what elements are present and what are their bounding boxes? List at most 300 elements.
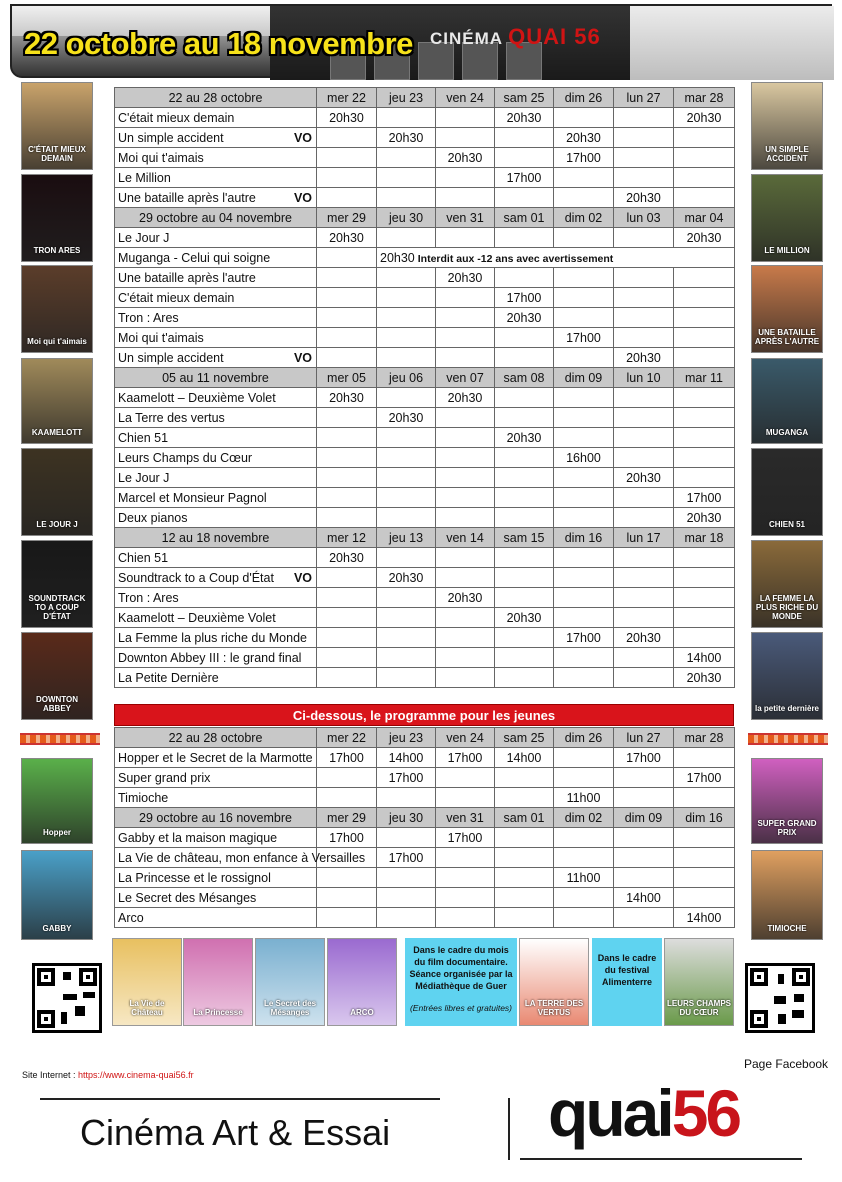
showtime: 17h00 — [495, 168, 554, 188]
film-title: Chien 51 — [115, 548, 317, 568]
empty-cell — [377, 608, 436, 628]
empty-cell — [554, 308, 614, 328]
day-header: jeu 13 — [377, 528, 436, 548]
empty-cell — [614, 168, 674, 188]
day-header: jeu 23 — [377, 728, 436, 748]
empty-cell — [436, 648, 495, 668]
film-title: Leurs Champs du Cœur — [115, 448, 317, 468]
empty-cell — [377, 648, 436, 668]
empty-cell — [554, 508, 614, 528]
film-row — [115, 468, 735, 488]
period-label: 05 au 11 novembre — [115, 368, 317, 388]
film-poster — [751, 540, 823, 628]
film-title: La Femme la plus riche du Monde — [115, 628, 317, 648]
day-header: jeu 30 — [377, 208, 436, 228]
empty-cell — [436, 128, 495, 148]
poster-title: la petite dernière — [754, 704, 820, 713]
empty-cell — [377, 148, 436, 168]
left-divider-strip — [20, 733, 100, 745]
showtime: 20h30 — [614, 348, 674, 368]
empty-cell — [377, 788, 436, 808]
day-header: ven 24 — [436, 88, 495, 108]
showtime: 20h30 — [317, 108, 377, 128]
film-poster — [21, 758, 93, 844]
empty-cell — [317, 428, 377, 448]
empty-cell — [495, 128, 554, 148]
empty-cell — [554, 388, 614, 408]
film-title: Le Jour J — [115, 228, 317, 248]
empty-cell — [436, 668, 495, 688]
empty-cell — [674, 788, 735, 808]
empty-cell — [614, 788, 674, 808]
empty-cell — [377, 328, 436, 348]
film-row — [115, 548, 735, 568]
empty-cell — [495, 408, 554, 428]
qr-code-website[interactable] — [32, 963, 102, 1033]
poster-title: Le Secret des Mésanges — [263, 999, 317, 1017]
film-row — [115, 428, 735, 448]
day-header: ven 31 — [436, 208, 495, 228]
empty-cell — [674, 548, 735, 568]
empty-cell — [495, 628, 554, 648]
empty-cell — [495, 868, 554, 888]
poster-title: MUGANGA — [765, 428, 809, 437]
vo-badge: VO — [293, 350, 312, 365]
showtime: 11h00 — [554, 868, 614, 888]
film-row — [115, 108, 735, 128]
empty-cell — [317, 168, 377, 188]
film-row — [115, 568, 735, 588]
period-label: 22 au 28 octobre — [115, 88, 317, 108]
film-row — [115, 188, 735, 208]
empty-cell — [377, 388, 436, 408]
period-header-row — [115, 528, 735, 548]
showtime: 20h30 — [674, 108, 735, 128]
film-poster — [21, 448, 93, 536]
empty-cell — [317, 408, 377, 428]
empty-cell — [317, 248, 377, 268]
empty-cell — [317, 788, 377, 808]
showtime: 17h00 — [436, 828, 495, 848]
empty-cell — [377, 428, 436, 448]
empty-cell — [614, 388, 674, 408]
empty-cell — [436, 468, 495, 488]
vo-badge: VO — [293, 190, 312, 205]
film-row — [115, 488, 735, 508]
empty-cell — [614, 148, 674, 168]
film-row — [115, 908, 735, 928]
empty-cell — [436, 868, 495, 888]
empty-cell — [495, 668, 554, 688]
empty-cell — [614, 448, 674, 468]
poster-title: UNE BATAILLE APRÈS L'AUTRE — [754, 328, 820, 346]
film-title: Une bataille après l'autre — [118, 190, 256, 205]
empty-cell — [377, 508, 436, 528]
film-title: Arco — [115, 908, 317, 928]
film-row — [115, 588, 735, 608]
empty-cell — [377, 228, 436, 248]
film-title: Le Secret des Mésanges — [115, 888, 317, 908]
showtime: 17h00 — [317, 828, 377, 848]
day-header: lun 27 — [614, 728, 674, 748]
empty-cell — [554, 348, 614, 368]
film-title: Moi qui t'aimais — [115, 148, 317, 168]
showtime: 17h00 — [377, 848, 436, 868]
day-header: mer 05 — [317, 368, 377, 388]
showtime: 17h00 — [377, 768, 436, 788]
empty-cell — [317, 328, 377, 348]
film-poster — [751, 632, 823, 720]
footer-rule-vertical — [508, 1098, 510, 1160]
film-row — [115, 148, 735, 168]
showtime: 14h00 — [495, 748, 554, 768]
film-title-cell — [115, 348, 317, 368]
day-header: sam 01 — [495, 808, 554, 828]
showtime: 20h30 — [377, 568, 436, 588]
day-header: mer 22 — [317, 88, 377, 108]
film-title: Super grand prix — [115, 768, 317, 788]
empty-cell — [495, 328, 554, 348]
film-title: Chien 51 — [115, 428, 317, 448]
day-header: jeu 06 — [377, 368, 436, 388]
empty-cell — [614, 128, 674, 148]
showtime: 17h00 — [495, 288, 554, 308]
empty-cell — [674, 828, 735, 848]
film-poster — [751, 358, 823, 444]
film-row — [115, 788, 735, 808]
empty-cell — [495, 468, 554, 488]
empty-cell — [614, 868, 674, 888]
film-poster — [751, 82, 823, 170]
film-row — [115, 228, 735, 248]
empty-cell — [495, 788, 554, 808]
empty-cell — [317, 628, 377, 648]
age-warning: Interdit aux -12 ans avec avertissement — [417, 252, 614, 265]
empty-cell — [495, 888, 554, 908]
day-header: ven 07 — [436, 368, 495, 388]
empty-cell — [436, 848, 495, 868]
empty-cell — [377, 348, 436, 368]
empty-cell — [436, 568, 495, 588]
vo-badge: VO — [293, 130, 312, 145]
empty-cell — [317, 468, 377, 488]
empty-cell — [317, 908, 377, 928]
empty-cell — [436, 788, 495, 808]
poster-la-terre-des-vertus: LA TERRE DES VERTUS — [519, 938, 589, 1026]
showtime: 20h30 — [377, 408, 436, 428]
poster-title: GABBY — [42, 924, 72, 933]
showtime: 17h00 — [317, 748, 377, 768]
empty-cell — [614, 648, 674, 668]
empty-cell — [377, 488, 436, 508]
poster-leurs-champs-du-coeur: LEURS CHAMPS DU CŒUR — [664, 938, 734, 1026]
poster-title: Moi qui t'aimais — [27, 337, 87, 346]
empty-cell — [436, 488, 495, 508]
showtime: 17h00 — [554, 148, 614, 168]
poster-title: TIMIOCHE — [767, 924, 807, 933]
empty-cell — [317, 188, 377, 208]
empty-cell — [554, 548, 614, 568]
header-sky-right — [630, 6, 834, 80]
empty-cell — [674, 268, 735, 288]
film-title: La Terre des vertus — [115, 408, 317, 428]
empty-cell — [377, 188, 436, 208]
empty-cell — [317, 868, 377, 888]
film-poster — [751, 174, 823, 262]
film-poster — [21, 632, 93, 720]
empty-cell — [317, 888, 377, 908]
empty-cell — [495, 768, 554, 788]
day-header: ven 24 — [436, 728, 495, 748]
empty-cell — [495, 348, 554, 368]
facebook-label: Page Facebook — [744, 1057, 829, 1071]
film-title: Tron : Ares — [115, 588, 317, 608]
empty-cell — [436, 348, 495, 368]
showtime: 20h30 — [436, 268, 495, 288]
empty-cell — [554, 568, 614, 588]
empty-cell — [495, 568, 554, 588]
empty-cell — [614, 488, 674, 508]
showtime: 14h00 — [674, 648, 735, 668]
showtime: 20h30 — [495, 608, 554, 628]
period-label: 29 octobre au 04 novembre — [115, 208, 317, 228]
empty-cell — [317, 448, 377, 468]
empty-cell — [317, 288, 377, 308]
empty-cell — [614, 268, 674, 288]
empty-cell — [436, 548, 495, 568]
day-header: dim 09 — [554, 368, 614, 388]
showtime: 14h00 — [674, 908, 735, 928]
empty-cell — [377, 468, 436, 488]
empty-cell — [317, 268, 377, 288]
period-label: 22 au 28 octobre — [115, 728, 317, 748]
footer-title: Cinéma Art & Essai — [80, 1112, 391, 1153]
empty-cell — [436, 308, 495, 328]
showtime: 17h00 — [674, 488, 735, 508]
day-header: dim 02 — [554, 208, 614, 228]
period-header-row — [115, 88, 735, 108]
day-header: dim 16 — [554, 528, 614, 548]
film-title: Le Jour J — [115, 468, 317, 488]
date-range-title: 22 octobre au 18 novembre — [24, 26, 413, 61]
empty-cell — [317, 668, 377, 688]
empty-cell — [554, 588, 614, 608]
empty-cell — [614, 668, 674, 688]
empty-cell — [436, 508, 495, 528]
film-poster — [21, 358, 93, 444]
day-header: mer 12 — [317, 528, 377, 548]
empty-cell — [377, 668, 436, 688]
poster-title: SUPER GRAND PRIX — [757, 819, 817, 837]
cinema-sign: CINÉMA QUAI 56 — [430, 24, 601, 49]
film-title: Timioche — [115, 788, 317, 808]
empty-cell — [495, 388, 554, 408]
empty-cell — [554, 608, 614, 628]
documentary-info-text: Dans le cadre du mois du film documentaire. Séance organisée par la Médiathèque de Guer — [409, 945, 513, 991]
empty-cell — [554, 268, 614, 288]
empty-cell — [554, 108, 614, 128]
showtime: 17h00 — [436, 748, 495, 768]
day-header: lun 10 — [614, 368, 674, 388]
empty-cell — [377, 168, 436, 188]
empty-cell — [614, 908, 674, 928]
showtime: 17h00 — [674, 768, 735, 788]
day-header: mar 28 — [674, 88, 735, 108]
empty-cell — [614, 608, 674, 628]
showtime: 20h30 — [614, 188, 674, 208]
website-label: Site Internet : — [22, 1070, 76, 1080]
showtime: 20h30 — [614, 628, 674, 648]
poster-title: La Vie de Château — [129, 999, 165, 1017]
empty-cell — [495, 228, 554, 248]
empty-cell — [377, 908, 436, 928]
film-row — [115, 828, 735, 848]
showtime: 20h30 — [317, 548, 377, 568]
empty-cell — [554, 828, 614, 848]
day-header: sam 08 — [495, 368, 554, 388]
empty-cell — [377, 308, 436, 328]
film-title: Hopper et le Secret de la Marmotte — [115, 748, 317, 768]
empty-cell — [495, 188, 554, 208]
empty-cell — [674, 128, 735, 148]
day-header: sam 15 — [495, 528, 554, 548]
film-title: Marcel et Monsieur Pagnol — [115, 488, 317, 508]
film-title: Downton Abbey III : le grand final — [115, 648, 317, 668]
period-label: 29 octobre au 16 novembre — [115, 808, 317, 828]
showtime: 20h30 — [436, 388, 495, 408]
empty-cell — [377, 268, 436, 288]
film-title: La Vie de château, mon enfance à Versailles — [115, 848, 317, 868]
website-link[interactable]: https://www.cinema-quai56.fr — [78, 1070, 194, 1080]
poster-title: La Princesse — [193, 1008, 243, 1017]
empty-cell — [674, 568, 735, 588]
empty-cell — [554, 228, 614, 248]
day-header: jeu 30 — [377, 808, 436, 828]
empty-cell — [674, 308, 735, 328]
empty-cell — [317, 308, 377, 328]
film-row — [115, 668, 735, 688]
empty-cell — [495, 268, 554, 288]
empty-cell — [554, 408, 614, 428]
film-row — [115, 628, 735, 648]
poster-title: C'ÉTAIT MIEUX DEMAIN — [28, 145, 86, 163]
day-header: dim 26 — [554, 728, 614, 748]
empty-cell — [674, 188, 735, 208]
empty-cell — [317, 768, 377, 788]
film-title-cell — [115, 128, 317, 148]
film-row — [115, 328, 735, 348]
empty-cell — [377, 588, 436, 608]
showtime: 20h30 — [377, 128, 436, 148]
empty-cell — [554, 668, 614, 688]
empty-cell — [317, 488, 377, 508]
film-row — [115, 648, 735, 668]
showtime: 20h30 — [674, 508, 735, 528]
film-title: Tron : Ares — [115, 308, 317, 328]
documentary-free-entry-note: (Entrées libres et gratuites) — [409, 1003, 513, 1013]
showtime: 20h30 — [614, 468, 674, 488]
poster-title: UN SIMPLE ACCIDENT — [765, 145, 809, 163]
documentary-info-box — [405, 938, 517, 1026]
poster-title: LE MILLION — [764, 246, 810, 255]
qr-code-facebook[interactable] — [745, 963, 815, 1033]
empty-cell — [554, 648, 614, 668]
empty-cell — [436, 428, 495, 448]
period-header-row — [115, 368, 735, 388]
empty-cell — [436, 328, 495, 348]
period-header-row — [115, 728, 735, 748]
film-poster — [751, 448, 823, 536]
showtime: 17h00 — [554, 628, 614, 648]
empty-cell — [495, 448, 554, 468]
footer-rule-top — [40, 1098, 440, 1100]
poster-title: LE JOUR J — [36, 520, 78, 529]
empty-cell — [436, 408, 495, 428]
empty-cell — [674, 428, 735, 448]
empty-cell — [674, 888, 735, 908]
empty-cell — [495, 908, 554, 928]
empty-cell — [674, 868, 735, 888]
film-title-cell — [115, 188, 317, 208]
empty-cell — [436, 608, 495, 628]
film-row — [115, 348, 735, 368]
empty-cell — [614, 228, 674, 248]
empty-cell — [554, 168, 614, 188]
film-title: Une bataille après l'autre — [115, 268, 317, 288]
showtime: 20h30 — [380, 250, 415, 265]
header-banner — [10, 4, 832, 78]
poster-title: DOWNTON ABBEY — [35, 695, 79, 713]
film-poster — [751, 850, 823, 940]
empty-cell — [614, 588, 674, 608]
film-poster — [751, 265, 823, 353]
empty-cell — [495, 648, 554, 668]
film-row — [115, 168, 735, 188]
period-label: 12 au 18 novembre — [115, 528, 317, 548]
film-row — [115, 248, 735, 268]
showtime: 16h00 — [554, 448, 614, 468]
film-row — [115, 608, 735, 628]
poster-title: SOUNDTRACK TO A COUP D'ÉTAT — [28, 594, 86, 621]
empty-cell — [554, 468, 614, 488]
day-header: dim 09 — [614, 808, 674, 828]
day-header: dim 26 — [554, 88, 614, 108]
empty-cell — [674, 288, 735, 308]
alimenterre-info-box — [592, 938, 662, 1026]
empty-cell — [317, 648, 377, 668]
empty-cell — [614, 428, 674, 448]
film-title: Moi qui t'aimais — [115, 328, 317, 348]
special-screening-cell — [377, 248, 735, 268]
empty-cell — [674, 848, 735, 868]
film-title: Kaamelott – Deuxième Volet — [115, 388, 317, 408]
day-header: mer 22 — [317, 728, 377, 748]
right-divider-strip — [748, 733, 828, 745]
film-poster — [21, 265, 93, 353]
empty-cell — [674, 328, 735, 348]
empty-cell — [674, 348, 735, 368]
empty-cell — [674, 628, 735, 648]
empty-cell — [614, 548, 674, 568]
day-header: lun 03 — [614, 208, 674, 228]
empty-cell — [436, 888, 495, 908]
empty-cell — [674, 608, 735, 628]
empty-cell — [377, 888, 436, 908]
empty-cell — [674, 748, 735, 768]
showtime: 17h00 — [554, 328, 614, 348]
poster-title: KAAMELOTT — [31, 428, 83, 437]
day-header: mar 28 — [674, 728, 735, 748]
